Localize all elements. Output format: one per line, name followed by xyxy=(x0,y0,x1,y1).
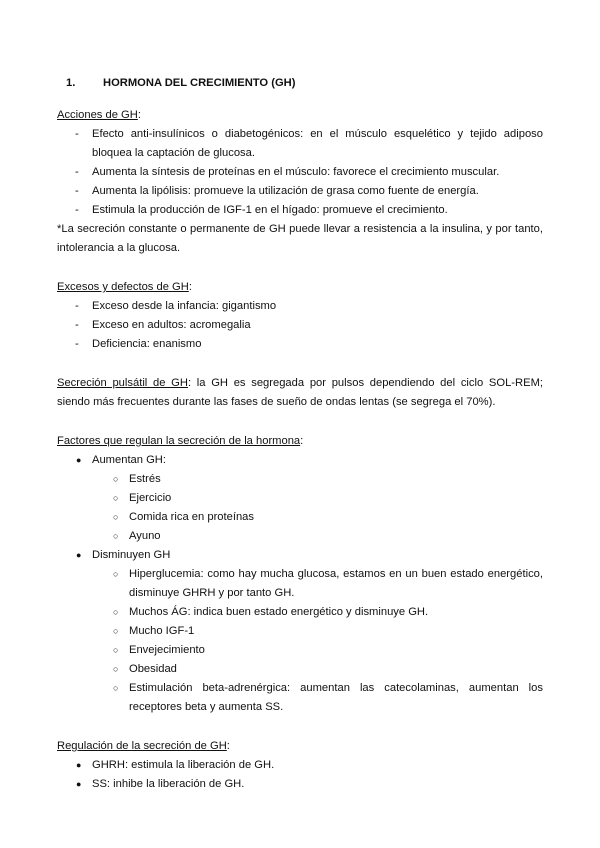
regulacion-heading: Regulación de la secreción de GH: xyxy=(57,740,230,752)
acciones-heading: Acciones de GH: xyxy=(57,109,141,121)
list-item: ● SS: inhibe la liberación de GH. xyxy=(76,778,245,790)
list-item: - Aumenta la síntesis de proteínas en el músculo: favorece el crecimiento muscular. xyxy=(75,166,500,178)
section-number: 1. xyxy=(66,77,76,89)
acciones-note: *La secreción constante o permanente de GH puede llevar a resistencia a la insulina, y por tanto, intolerancia a la glucosa. xyxy=(57,223,543,254)
list-item: - Exceso desde la infancia: gigantismo xyxy=(75,300,277,312)
acciones-heading-text: Acciones de GH xyxy=(57,109,138,121)
list-item: ○ Ejercicio xyxy=(113,492,172,504)
excesos-heading: Excesos y defectos de GH: xyxy=(57,281,192,293)
secrecion-paragraph xyxy=(57,374,543,412)
excesos-heading-text: Excesos y defectos de GH xyxy=(57,281,189,293)
list-item: - Aumenta la lipólisis: promueve la utilización de grasa como fuente de energía. xyxy=(75,185,479,197)
factores-heading: Factores que regulan la secreción de la hormona: xyxy=(57,435,304,447)
list-item: ○ Estrés xyxy=(113,473,161,485)
list-item: ○ Envejecimiento xyxy=(113,644,205,656)
list-item: - Estimula la producción de IGF-1 en el hígado: promueve el crecimiento. xyxy=(75,204,448,216)
document-page xyxy=(57,74,543,794)
list-item: - Efecto anti-insulínicos o diabetogénicos: en el músculo esquelético y tejido adiposo bloquea la captación de glucosa. xyxy=(75,128,543,159)
factores-heading-text: Factores que regulan la secreción de la hormona xyxy=(57,435,301,447)
section-title xyxy=(57,74,543,93)
list-item: - Deficiencia: enanismo xyxy=(75,338,202,350)
list-item: ○ Estimulación beta-adrenérgica: aumentan las catecolaminas, aumentan los receptores beta y aumenta SS. xyxy=(113,682,543,713)
list-item: ● GHRH: estimula la liberación de GH. xyxy=(76,759,275,771)
section-title-text: HORMONA DEL CRECIMIENTO (GH) xyxy=(103,77,296,89)
list-item: ○ Obesidad xyxy=(113,663,177,675)
list-item: ○ Muchos ÁG: indica buen estado energético y disminuye GH. xyxy=(113,606,429,618)
list-item: ○ Hiperglucemia: como hay mucha glucosa, estamos en un buen estado energético, disminuye GHRH y por tanto GH. xyxy=(113,568,543,599)
list-item: - Exceso en adultos: acromegalia xyxy=(75,319,251,331)
list-item: ○ Ayuno xyxy=(113,530,161,542)
regulacion-heading-text: Regulación de la secreción de GH xyxy=(57,740,227,752)
list-item: ○ Comida rica en proteínas xyxy=(113,511,254,523)
list-item: ● Disminuyen GH xyxy=(76,549,171,561)
secrecion-text: : la GH es segregada por pulsos dependiendo del ciclo SOL-REM; siendo más frecuentes durante las fases de sueño de ondas lentas (se segrega el 70%). xyxy=(57,377,543,408)
list-item: ○ Mucho IGF-1 xyxy=(113,625,195,637)
secrecion-heading-text: Secreción pulsátil de GH xyxy=(57,377,188,389)
list-item: ● Aumentan GH: xyxy=(76,454,166,466)
